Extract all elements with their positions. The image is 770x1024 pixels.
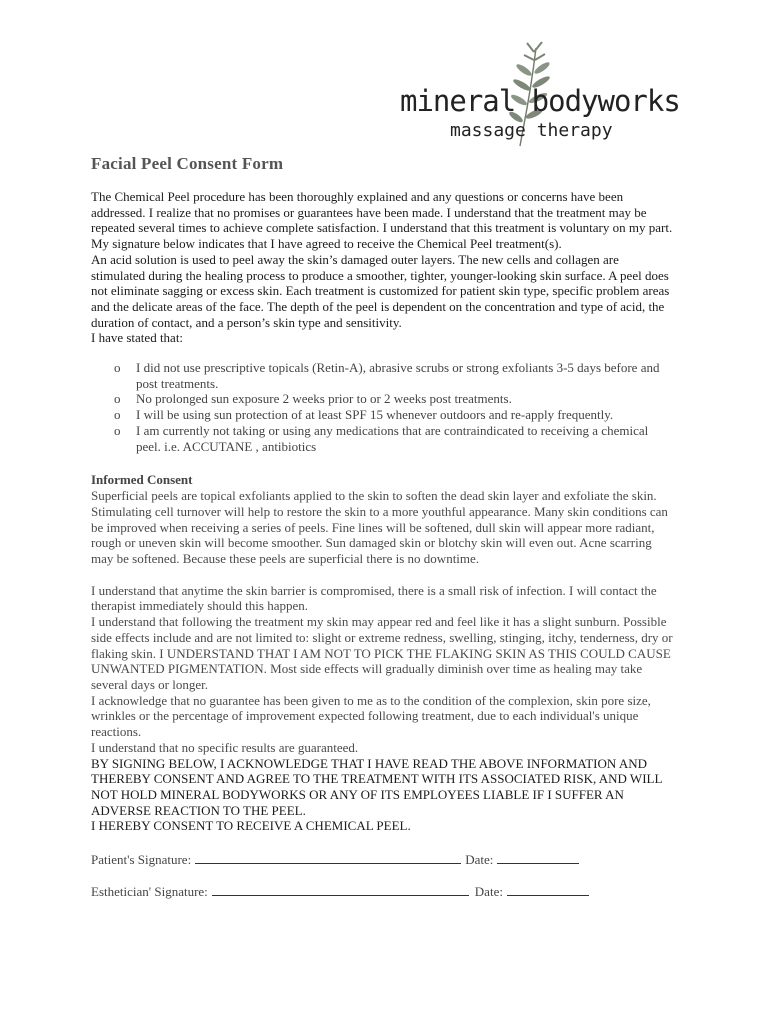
bullet-icon: o: [114, 422, 121, 438]
list-item: o I will be using sun protection of at least SPF 15 whenever outdoors and re-apply frequently.: [114, 407, 614, 423]
statement-no-guarantee: I acknowledge that no guarantee has been given to me as to the condition of the complexion, skin pore size, wrinkles or the percentage of improvement expected following treatment, due to each individual's unique reactions.: [91, 692, 651, 740]
list-item: o I did not use prescriptive topicals (Retin-A), abrasive scrubs or strong exfoliants 3-5 days before and post treatments.: [114, 360, 660, 391]
statement-side-effects: I understand that following the treatment my skin may appear red and feel like it has a slight sunburn. Possible side effects include and are not limited to: slight or extreme redness, swelling, stinging, itchy, tenderness, dry or flaking skin. I UNDERSTAND THAT I AM NOT TO PICK THE FLAKING SKIN AS THIS COULD CAUSE UNWANTED PIGMENTATION. Most side effects will gradually diminish over time as healing may take several days or longer.: [91, 614, 673, 692]
patient-signature-row: [91, 852, 675, 868]
patient-signature-field[interactable]: [195, 852, 461, 864]
bullet-icon: o: [114, 360, 121, 376]
esthetician-signature-row: [91, 884, 675, 900]
statement-no-results: I understand that no specific results are guaranteed.: [91, 739, 359, 755]
bullet-icon: o: [114, 391, 121, 407]
statement-infection: I understand that anytime the skin barrier is compromised, there is a small risk of infection. I will contact the therapist immediately should this happen.: [91, 582, 657, 614]
intro-paragraph-1: The Chemical Peel procedure has been thoroughly explained and any questions or concerns have been addressed. I realize that no promises or guarantees have been made. I understand that the treatment may be repeated several times to achieve complete satisfaction. I understand that this treatment is voluntary on my part. My signature below indicates that I have agreed to receive the Chemical Peel treatment(s).: [91, 189, 673, 252]
informed-consent-paragraph: Superficial peels are topical exfoliants applied to the skin to soften the dead skin layer and exfoliate the skin. Stimulating cell turnover will help to restore the skin to a more youthful appearance. Many skin conditions can be improved when receiving a series of peels. Fine lines will be softened, dull skin will appear more radiant, rough or uneven skin will become smoother. Sun damaged skin or blotchy skin will even out. Acne scarring may be softened. Because these peels are superficial there is no downtime.: [91, 488, 668, 567]
patient-signature-label: Patient's Signature:: [91, 852, 192, 868]
patient-date-field[interactable]: [497, 852, 579, 864]
consent-form: [91, 154, 675, 900]
list-item: o I am currently not taking or using any medications that are contraindicated to receiving a chemical peel. i.e. ACCUTANE , antibiotics: [114, 422, 649, 454]
logo: [392, 38, 682, 148]
bullet-icon: o: [114, 407, 121, 423]
esthetician-signature-label: Esthetician' Signature:: [91, 884, 208, 900]
brand-name: mineral bodyworks: [400, 84, 680, 118]
page-title: Facial Peel Consent Form: [91, 154, 284, 173]
brand-tagline: massage therapy: [450, 120, 613, 141]
esthetician-signature-field[interactable]: [212, 884, 469, 896]
consent-caps: I HEREBY CONSENT TO RECEIVE A CHEMICAL PEEL.: [91, 818, 411, 834]
patient-date-label: Date:: [465, 852, 494, 868]
esthetician-date-label: Date:: [474, 884, 503, 900]
intro-paragraph-2: An acid solution is used to peel away the skin’s damaged outer layers. The new cells and collagen are stimulated during the healing process to produce a smoother, tighter, younger-looking skin surface. A peel does not eliminate sagging or excess skin. Each treatment is customized for patient skin type, specific problem areas and the delicate areas of the face. The depth of the peel is dependent on the concentration and type of acid, the duration of contact, and a person’s skin type and sensitivity.: [91, 251, 670, 330]
list-item: o No prolonged sun exposure 2 weeks prior to or 2 weeks post treatments.: [114, 391, 512, 407]
acknowledgement-caps: BY SIGNING BELOW, I ACKNOWLEDGE THAT I HAVE READ THE ABOVE INFORMATION AND THEREBY CONSENT AND AGREE TO THE TREATMENT WITH ITS ASSOCIATED RISK, AND WILL NOT HOLD MINERAL BODYWORKS OR ANY OF ITS EMPLOYEES LIABLE IF I SUFFER AN ADVERSE REACTION TO THE PEEL.: [91, 755, 662, 818]
intro-paragraph-3: I have stated that:: [91, 330, 184, 346]
esthetician-date-field[interactable]: [507, 884, 589, 896]
informed-consent-heading: Informed Consent: [91, 472, 193, 488]
statement-list: [91, 360, 675, 454]
